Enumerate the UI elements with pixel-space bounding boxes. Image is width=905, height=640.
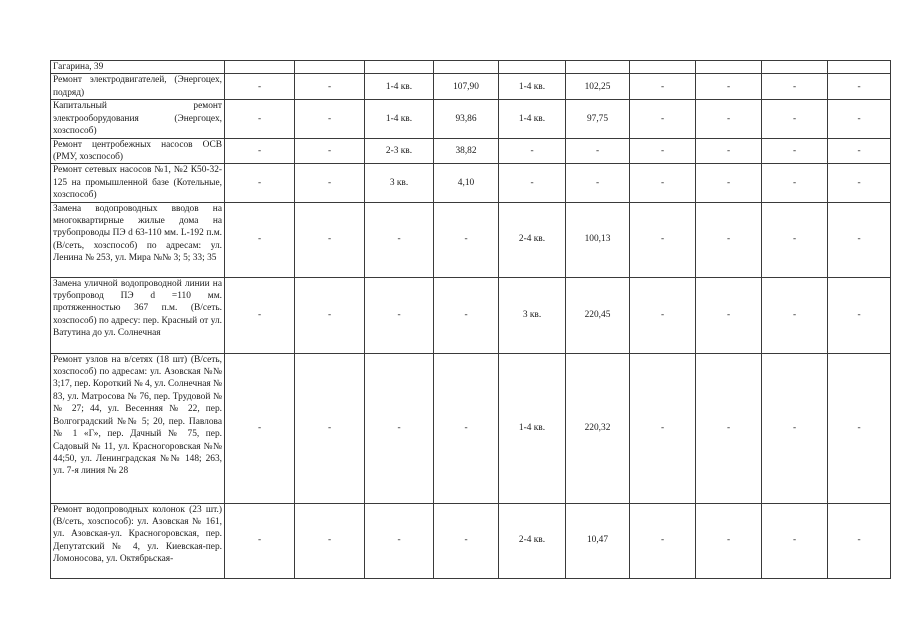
value-cell: - [365, 277, 434, 353]
value-cell: 1-4 кв. [365, 74, 434, 100]
value-cell: - [630, 74, 696, 100]
value-cell [828, 61, 891, 74]
value-cell: 100,13 [566, 202, 630, 277]
value-cell: - [499, 164, 566, 202]
value-cell: - [295, 138, 365, 164]
value-cell: 102,25 [566, 74, 630, 100]
value-cell: - [762, 164, 828, 202]
value-cell: - [828, 164, 891, 202]
work-description-cell: Замена уличной водопроводной линии на трубопровод ПЭ d =110 мм. протяженностью 367 п.м. (В/сеть. хозспособ) по адресу: пер. Красный от ул. Ватутина до ул. Солнечная [51, 277, 225, 353]
value-cell: - [696, 74, 762, 100]
value-cell: 1-4 кв. [365, 100, 434, 138]
value-cell [225, 61, 295, 74]
table-row [51, 503, 891, 578]
value-cell: - [696, 202, 762, 277]
table-row [51, 74, 891, 100]
value-cell: - [696, 353, 762, 503]
value-cell: - [295, 503, 365, 578]
value-cell: - [295, 353, 365, 503]
value-cell: - [434, 202, 499, 277]
value-cell: - [828, 202, 891, 277]
value-cell: - [630, 202, 696, 277]
value-cell: 1-4 кв. [499, 74, 566, 100]
value-cell: - [762, 503, 828, 578]
value-cell [762, 61, 828, 74]
value-cell: - [365, 503, 434, 578]
value-cell: - [696, 164, 762, 202]
value-cell: 3 кв. [499, 277, 566, 353]
value-cell: - [295, 277, 365, 353]
value-cell: - [499, 138, 566, 164]
value-cell: - [828, 503, 891, 578]
value-cell: 97,75 [566, 100, 630, 138]
value-cell: - [295, 74, 365, 100]
value-cell: - [696, 277, 762, 353]
value-cell: - [828, 353, 891, 503]
value-cell: - [630, 100, 696, 138]
value-cell: - [630, 503, 696, 578]
value-cell: - [630, 353, 696, 503]
work-description-cell: Ремонт узлов на в/сетях (18 шт) (В/сеть, хозспособ) по адресам: ул. Азовская №№ 3;17, пер. Короткий № 4, ул. Солнечная № 83, ул. Матросова № 76, пер. Трудовой №№ 27; 44, ул. Весенняя № 22, пер. Волгоградский №№ 5; 20, пер. Павлова № 1 «Г», пер. Дачный № 75, пер. Садовый № 11, ул. Красногоровская №№ 44;50, ул. Ленинградская №№ 148; 263, ул. 7-я линия № 28 [51, 353, 225, 503]
value-cell [295, 61, 365, 74]
value-cell: - [630, 138, 696, 164]
value-cell: - [762, 277, 828, 353]
value-cell: 2-4 кв. [499, 503, 566, 578]
table-row [51, 100, 891, 138]
value-cell: 93,86 [434, 100, 499, 138]
value-cell: - [434, 353, 499, 503]
value-cell: 4,10 [434, 164, 499, 202]
value-cell: 38,82 [434, 138, 499, 164]
value-cell: - [762, 74, 828, 100]
value-cell: - [434, 277, 499, 353]
value-cell: - [762, 353, 828, 503]
table-row [51, 277, 891, 353]
value-cell: - [828, 277, 891, 353]
value-cell: - [566, 138, 630, 164]
value-cell: - [225, 503, 295, 578]
table-row [51, 138, 891, 164]
work-description-cell: Капитальный ремонт электрооборудования (Энергоцех, хозспособ) [51, 100, 225, 138]
value-cell: 2-4 кв. [499, 202, 566, 277]
value-cell: - [828, 138, 891, 164]
value-cell: - [696, 503, 762, 578]
work-description-cell: Ремонт электродвигателей, (Энергоцех, подряд) [51, 74, 225, 100]
value-cell [696, 61, 762, 74]
table-row [51, 353, 891, 503]
value-cell: - [762, 202, 828, 277]
work-description-cell: Замена водопроводных вводов на многоквартирные жилые дома на трубопроводы ПЭ d 63-110 мм. L-192 п.м. (В/сеть, хозспособ) по адресам: ул. Ленина № 253, ул. Мира №№ 3; 5; 33; 35 [51, 202, 225, 277]
work-description-cell: Ремонт сетевых насосов №1, №2 К50-32-125 на промышленной базе (Котельные, хозспособ) [51, 164, 225, 202]
value-cell: 107,90 [434, 74, 499, 100]
value-cell: - [762, 138, 828, 164]
work-description-cell: Гагарина, 39 [51, 61, 225, 74]
value-cell: - [225, 202, 295, 277]
value-cell: - [295, 100, 365, 138]
value-cell: - [225, 138, 295, 164]
value-cell: 2-3 кв. [365, 138, 434, 164]
value-cell: - [696, 100, 762, 138]
value-cell: - [696, 138, 762, 164]
table-row [51, 202, 891, 277]
work-description-cell: Ремонт центробежных насосов ОСВ (РМУ, хозспособ) [51, 138, 225, 164]
value-cell: - [434, 503, 499, 578]
value-cell: - [630, 164, 696, 202]
value-cell: - [365, 202, 434, 277]
value-cell: 220,45 [566, 277, 630, 353]
value-cell [630, 61, 696, 74]
value-cell: - [828, 74, 891, 100]
value-cell: - [566, 164, 630, 202]
works-table [50, 60, 891, 579]
value-cell: - [828, 100, 891, 138]
value-cell: 3 кв. [365, 164, 434, 202]
value-cell: - [225, 100, 295, 138]
value-cell: - [225, 74, 295, 100]
value-cell [365, 61, 434, 74]
value-cell: 220,32 [566, 353, 630, 503]
value-cell [499, 61, 566, 74]
value-cell: - [365, 353, 434, 503]
value-cell: - [295, 202, 365, 277]
table-row [51, 164, 891, 202]
value-cell: - [630, 277, 696, 353]
value-cell: - [225, 277, 295, 353]
value-cell: - [225, 353, 295, 503]
value-cell: - [295, 164, 365, 202]
value-cell [434, 61, 499, 74]
value-cell: - [225, 164, 295, 202]
value-cell [566, 61, 630, 74]
table-row [51, 61, 891, 74]
value-cell: 1-4 кв. [499, 100, 566, 138]
value-cell: 10,47 [566, 503, 630, 578]
value-cell: 1-4 кв. [499, 353, 566, 503]
value-cell: - [762, 100, 828, 138]
work-description-cell: Ремонт водопроводных колонок (23 шт.) (В/сеть, хозспособ): ул. Азовская № 161, ул. Азовская-ул. Красногоровская, пер. Депутатский № 4, ул. Киевская-пер. Ломоносова, ул. Октябрьская- [51, 503, 225, 578]
